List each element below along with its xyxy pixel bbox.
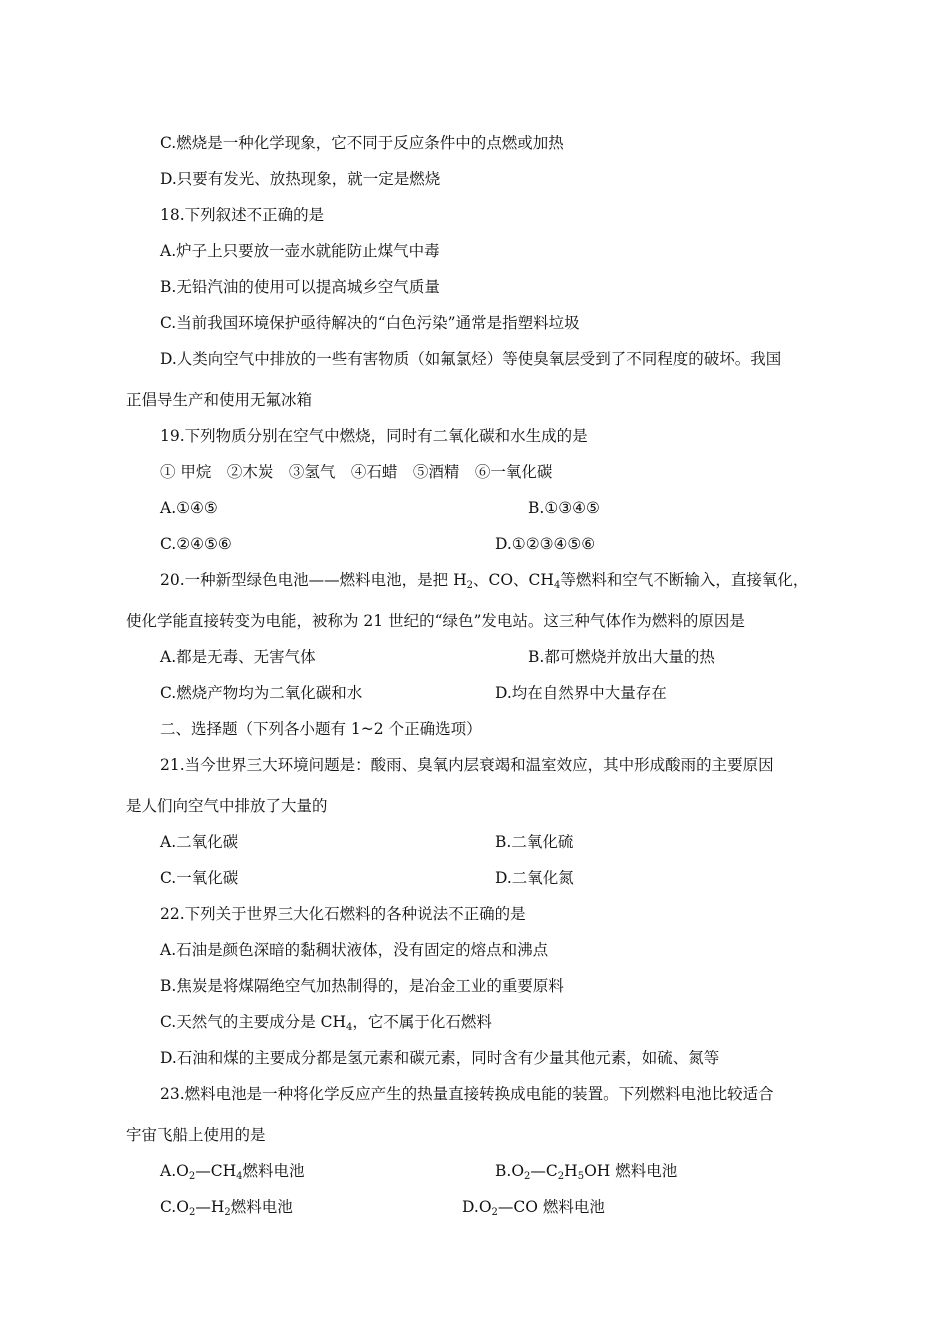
q18-stem: 18.下列叙述不正确的是 (160, 206, 325, 224)
option-text: 燃料电池 (230, 1198, 293, 1216)
formula: O (478, 1198, 492, 1216)
q22-option-c (160, 1012, 492, 1032)
q23-option-d (462, 1197, 605, 1217)
formula: H (210, 1198, 225, 1216)
q20-stem-line2: 使化学能直接转变为电能，被称为 21 世纪的“绿色”发电站。这三种气体作为燃料的原因是 (126, 612, 745, 630)
subscript: 4 (236, 1171, 243, 1182)
dash: — (497, 1198, 514, 1216)
dash: — (195, 1162, 211, 1180)
dash: — (195, 1198, 211, 1216)
subscript: 2 (466, 580, 473, 591)
formula: CO (513, 1198, 538, 1216)
q20-option-b: B.都可燃烧并放出大量的热 (528, 648, 715, 666)
q22-option-a: A.石油是颜色深暗的黏稠状液体，没有固定的熔点和沸点 (160, 941, 549, 959)
q23-option-b (495, 1161, 677, 1181)
q18-option-a: A.炉子上只要放一壶水就能防止煤气中毒 (160, 242, 440, 260)
option-letter: C. (160, 1198, 177, 1216)
q23-option-a (160, 1161, 305, 1181)
subscript: 4 (553, 580, 561, 591)
q20-stem-text-2: 、CO、CH (472, 571, 554, 589)
q19-option-a: A.①④⑤ (160, 499, 218, 517)
q21-stem-line1: 21.当今世界三大环境问题是：酸雨、臭氧内层衰竭和温室效应，其中形成酸雨的主要原因 (160, 756, 774, 774)
subscript: 2 (524, 1171, 531, 1182)
q20-stem-text-1: 20.一种新型绿色电池——燃料电池，是把 H (160, 571, 467, 589)
q22-option-b: B.焦炭是将煤隔绝空气加热制得的，是冶金工业的重要原料 (160, 977, 564, 995)
q20-option-d: D.均在自然界中大量存在 (495, 684, 667, 702)
subscript: 2 (188, 1171, 196, 1182)
option-text: 燃料电池 (537, 1198, 605, 1216)
option-letter: D. (462, 1198, 479, 1216)
q20-stem-line1 (160, 570, 808, 590)
q17-option-c: C.燃烧是一种化学现象，它不同于反应条件中的点燃或加热 (160, 134, 564, 152)
q18-option-d-line2: 正倡导生产和使用无氟冰箱 (126, 391, 313, 409)
q22-option-d: D.石油和煤的主要成分都是氢元素和碳元素，同时含有少量其他元素，如硫、氮等 (160, 1049, 720, 1067)
q21-stem-line2: 是人们向空气中排放了大量的 (126, 797, 328, 815)
q21-option-b: B.二氧化硫 (495, 833, 574, 851)
subscript: 2 (224, 1207, 231, 1218)
q21-option-a: A.二氧化碳 (160, 833, 239, 851)
q20-stem-text-3: 等燃料和空气不断输入，直接氧化， (560, 571, 809, 589)
q18-option-b: B.无铅汽油的使用可以提高城乡空气质量 (160, 278, 440, 296)
formula: CH (210, 1162, 237, 1180)
q22-option-c-text-2: ，它不属于化石燃料 (352, 1013, 492, 1031)
option-text: 燃料电池 (610, 1162, 678, 1180)
subscript: 2 (188, 1207, 196, 1218)
q23-option-c (160, 1197, 293, 1217)
subscript: 2 (491, 1207, 498, 1218)
dash: — (530, 1162, 546, 1180)
formula: H (564, 1162, 578, 1180)
q19-substances: ① 甲烷 ②木炭 ③氢气 ④石蜡 ⑤酒精 ⑥一氧化碳 (160, 463, 553, 481)
subscript: 4 (346, 1022, 353, 1033)
q23-stem-line1: 23.燃料电池是一种将化学反应产生的热量直接转换成电能的装置。下列燃料电池比较适合 (160, 1085, 774, 1103)
q22-stem: 22.下列关于世界三大化石燃料的各种说法不正确的是 (160, 905, 526, 923)
q17-option-d: D.只要有发光、放热现象，就一定是燃烧 (160, 170, 441, 188)
option-letter: B. (495, 1162, 512, 1180)
q19-option-b: B.①③④⑤ (528, 499, 600, 517)
q19-option-d: D.①②③④⑤⑥ (495, 535, 596, 553)
formula: O (176, 1198, 189, 1216)
subscript: 5 (577, 1171, 585, 1182)
q23-stem-line2: 宇宙飞船上使用的是 (126, 1126, 266, 1144)
q19-stem: 19.下列物质分别在空气中燃烧，同时有二氧化碳和水生成的是 (160, 427, 588, 445)
formula: C (545, 1162, 558, 1180)
q22-option-c-text-1: C.天然气的主要成分是 CH (160, 1013, 347, 1031)
q21-option-d: D.二氧化氮 (495, 869, 574, 887)
q18-option-c: C.当前我国环境保护亟待解决的“白色污染”通常是指塑料垃圾 (160, 314, 580, 332)
q20-option-a: A.都是无毒、无害气体 (160, 648, 316, 666)
option-text: 燃料电池 (242, 1162, 305, 1180)
section-heading: 二、选择题（下列各小题有 1~2 个正确选项） (160, 720, 482, 738)
option-letter: A. (160, 1162, 177, 1180)
formula: OH (584, 1162, 611, 1180)
formula: O (511, 1162, 525, 1180)
q21-option-c: C.一氧化碳 (160, 869, 239, 887)
subscript: 2 (557, 1171, 565, 1182)
q20-option-c: C.燃烧产物均为二氧化碳和水 (160, 684, 363, 702)
formula: O (176, 1162, 189, 1180)
q18-option-d-line1: D.人类向空气中排放的一些有害物质（如氟氯烃）等使臭氧层受到了不同程度的破坏。我国 (160, 350, 782, 368)
q19-option-c: C.②④⑤⑥ (160, 535, 232, 553)
